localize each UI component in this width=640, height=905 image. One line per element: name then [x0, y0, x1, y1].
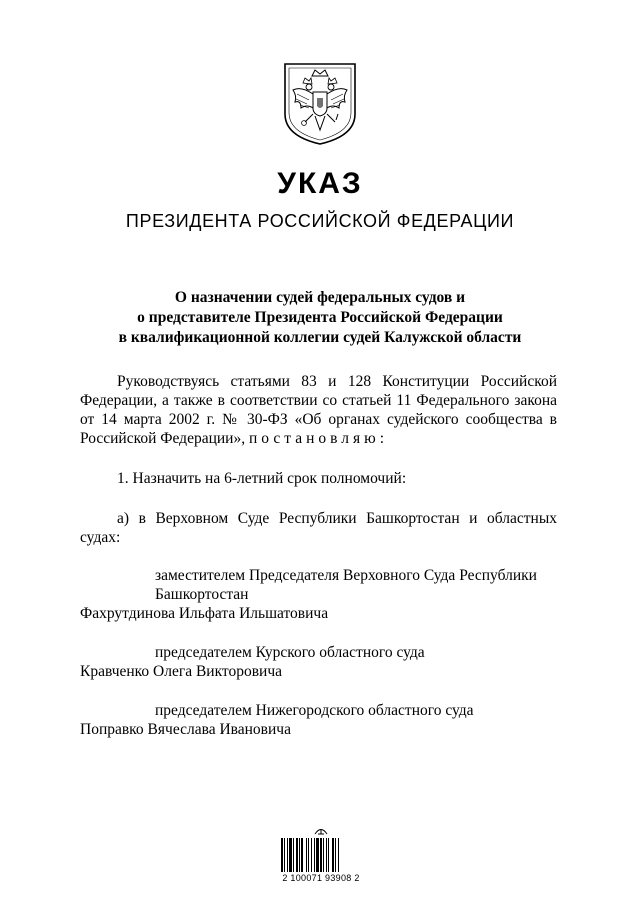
decree-subtitle: ПРЕЗИДЕНТА РОССИЙСКОЙ ФЕДЕРАЦИИ	[125, 211, 515, 231]
barcode-icon	[280, 838, 362, 872]
appointee-name: Фахрутдинова Ильфата Ильшатовича	[80, 605, 329, 622]
appointment-position: заместителем Председателя Верховного Суда Республики Башкортостан	[155, 567, 537, 603]
heading-line: в квалификационной коллегии судей Калужской области	[118, 329, 522, 346]
barcode-number: 2 100071 93908 2	[282, 873, 360, 883]
decree-heading	[60, 288, 580, 348]
decree-title: УКАЗ	[277, 167, 363, 200]
appointment-position: председателем Нижегородского областного суда	[155, 702, 474, 719]
barcode-block	[280, 826, 362, 883]
preamble-text: Руководствуясь статьями 83 и 128 Конституции Российской Федерации, а также в соответствии со статьей 11 Федерального закона от 14 марта 2002 г. № 30-ФЗ «Об органах судейского сообщества в Российской Федерации»,	[80, 373, 557, 447]
seal-icon	[313, 826, 329, 836]
appointment-position: председателем Курского областного суда	[155, 644, 425, 661]
decree-word: постановляю:	[248, 430, 389, 447]
heading-line: о представителе Президента Российской Федерации	[137, 309, 503, 326]
subclause-a: а) в Верховном Суде Республики Башкортостан и областных судах:	[80, 510, 557, 546]
preamble-paragraph-body	[80, 372, 557, 448]
clause-1: 1. Назначить на 6-летний срок полномочий:	[117, 470, 407, 487]
appointee-name: Поправко Вячеслава Ивановича	[80, 721, 291, 738]
appointee-name: Кравченко Олега Викторовича	[80, 663, 283, 680]
coat-of-arms-icon	[275, 56, 365, 146]
heading-line: О назначении судей федеральных судов и	[174, 289, 466, 306]
